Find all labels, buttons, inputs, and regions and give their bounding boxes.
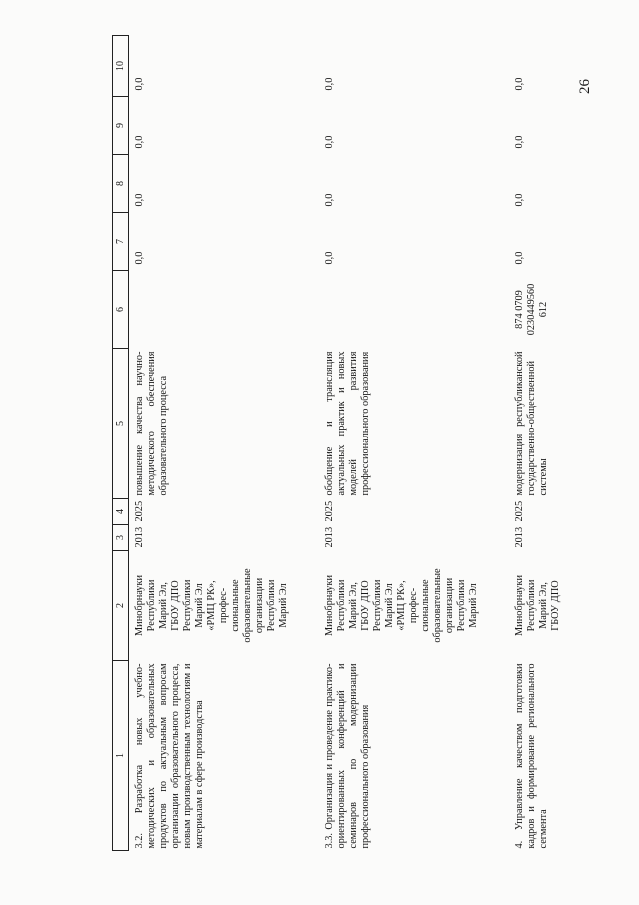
responsible-executor: Минобрнауки Республики Марий Эл, ГБОУ ДПО [513,575,561,636]
funding-col-7: 0,0 [134,251,145,265]
rotated-table-container [112,36,632,851]
budget-code: 874 0709 0230449560 612 [513,283,549,336]
table-row [319,36,509,851]
end-year: 2025 [323,500,335,522]
table-row [129,36,319,851]
end-year: 2025 [513,500,525,522]
header-col-10: 10 [113,36,129,97]
header-col-8: 8 [113,155,129,213]
funding-col-10: 0,0 [323,77,335,91]
program-measures-table [112,35,609,851]
header-col-1: 1 [113,661,129,851]
header-col-6: 6 [113,271,129,349]
start-year: 2013 [134,526,145,548]
expected-result: повышение качества научно-методического обеспечения образовательного процесса [134,351,169,496]
measure-name: 3.2. Разработка новых учебно-методических и образовательных продуктов по актуальным вопросам организации образовательного процесса, новым производственным технологиям и материалам в сфере производства [134,663,205,849]
measure-name: 3.3. Организация и проведение практико-ориентированных конференций и семинаров по модернизации профессионального образования [323,663,371,849]
start-year: 2013 [323,526,335,548]
funding-col-9: 0,0 [513,135,525,149]
measure-name: 4. Управление качеством подготовки кадров и формирование регионального сегмента [513,663,549,849]
expected-result: модернизация республиканской государственно-общественной системы [513,351,549,496]
table-row [509,36,609,851]
page-number: 26 [577,79,593,94]
funding-col-10: 0,0 [134,77,145,91]
header-col-7: 7 [113,213,129,271]
header-row [113,36,129,851]
funding-col-7: 0,0 [513,251,525,265]
funding-col-8: 0,0 [513,193,525,207]
end-year: 2025 [134,500,145,522]
responsible-executor: Минобрнауки Республики Марий Эл, ГБОУ ДПО Республики Марий Эл «РМЦ РК», профес- сиональные образовательные организации Республики Марий Эл [134,568,289,643]
budget-code [319,271,509,349]
start-year: 2013 [513,526,525,548]
funding-col-10: 0,0 [513,77,525,91]
header-col-5: 5 [113,349,129,499]
header-col-3: 3 [113,525,129,551]
funding-col-7: 0,0 [323,251,335,265]
funding-col-9: 0,0 [323,135,335,149]
funding-col-8: 0,0 [323,193,335,207]
header-col-2: 2 [113,551,129,661]
expected-result: обобщение и трансляция актуальных практик и новых моделей развития профессионального образования [323,351,371,496]
rotated-page-area [112,36,639,849]
funding-col-9: 0,0 [134,135,145,149]
responsible-executor: Минобрнауки Республики Марий Эл, ГБОУ ДПО Республики Марий Эл «РМЦ РК», профес- сиональные образовательные организации Республики Марий Эл [323,568,479,643]
header-col-4: 4 [113,499,129,525]
header-col-9: 9 [113,97,129,155]
budget-code [129,271,319,349]
funding-col-8: 0,0 [134,193,145,207]
